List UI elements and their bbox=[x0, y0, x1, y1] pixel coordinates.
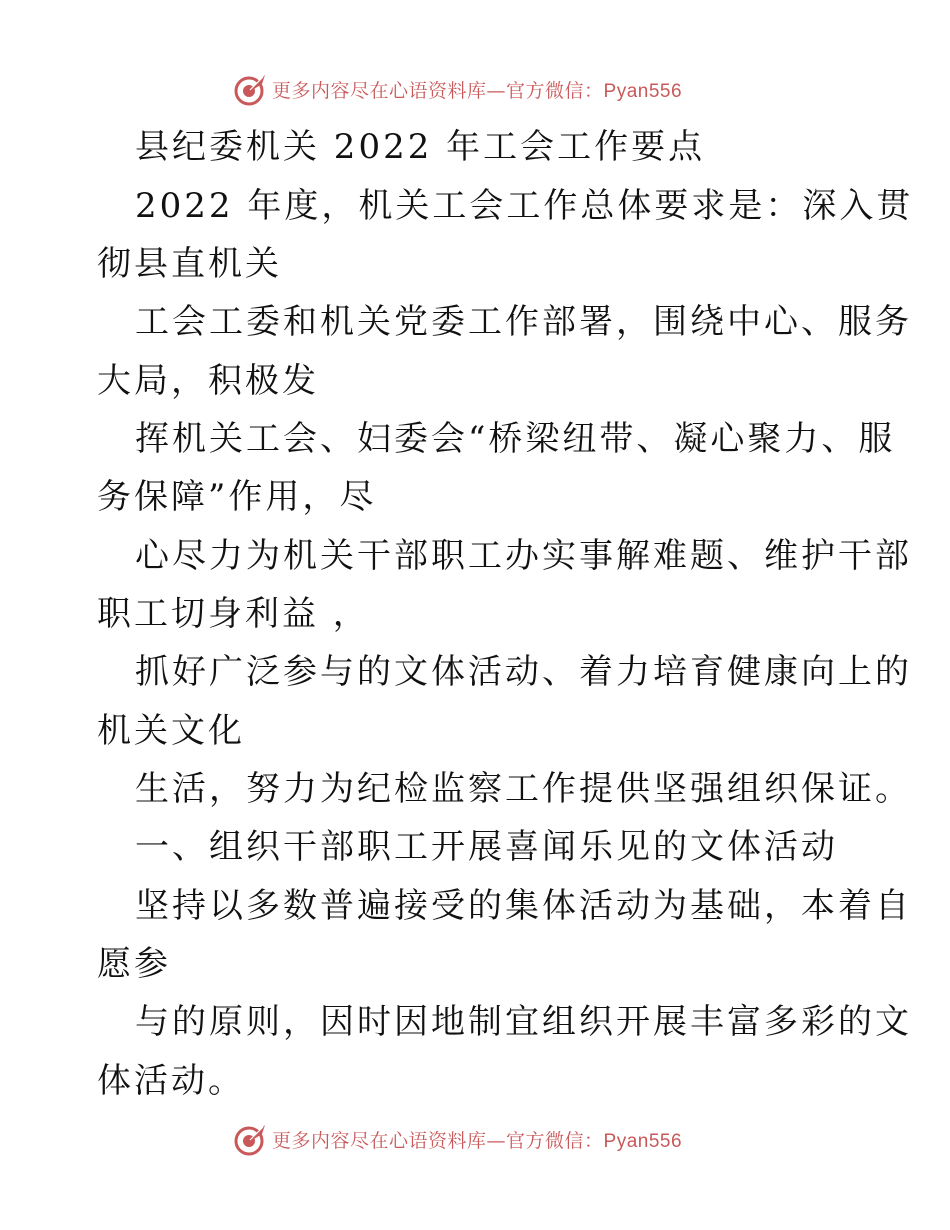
watermark-text bbox=[272, 1126, 682, 1153]
quill-logo-icon bbox=[232, 1122, 268, 1158]
watermark-text bbox=[272, 76, 682, 103]
paragraph-line: 彻县直机关 bbox=[97, 244, 282, 284]
paragraph-line: 大局，积极发 bbox=[97, 361, 319, 401]
quill-logo-icon bbox=[232, 72, 268, 108]
section-heading: 一、组织干部职工开展喜闻乐见的文体活动 bbox=[135, 827, 838, 867]
paragraph-line: 与的原则，因时因地制宜组织开展丰富多彩的文 bbox=[135, 1002, 912, 1042]
document-title: 县纪委机关 2022 年工会工作要点 bbox=[135, 127, 706, 167]
paragraph-line: 心尽力为机关干部职工办实事解难题、维护干部 bbox=[135, 536, 912, 576]
paragraph-line: 务保障”作用，尽 bbox=[97, 477, 377, 517]
paragraph-line: 挥机关工会、妇委会“桥梁纽带、凝心聚力、服 bbox=[135, 419, 896, 459]
paragraph-line: 抓好广泛参与的文体活动、着力培育健康向上的 bbox=[135, 652, 912, 692]
watermark-slogan: 更多内容尽在心语资料库 bbox=[272, 80, 487, 102]
paragraph-line: 生活，努力为纪检监察工作提供坚强组织保证。 bbox=[135, 769, 912, 809]
watermark-official-label: 官方微信： bbox=[506, 1130, 604, 1152]
paragraph-line: 愿参 bbox=[97, 944, 171, 984]
paragraph-line: 2022 年度，机关工会工作总体要求是：深入贯 bbox=[135, 186, 914, 226]
paragraph-line: 坚持以多数普遍接受的集体活动为基础，本着自 bbox=[135, 886, 912, 926]
paragraph-line: 职工切身利益 ， bbox=[97, 594, 370, 634]
watermark-handle: Pyan556 bbox=[603, 81, 683, 102]
paragraph-line: 体活动。 bbox=[97, 1061, 245, 1101]
watermark-separator: — bbox=[486, 80, 507, 102]
watermark-handle: Pyan556 bbox=[603, 1131, 683, 1152]
watermark-official-label: 官方微信： bbox=[506, 80, 604, 102]
watermark-separator: — bbox=[486, 1130, 507, 1152]
watermark-banner-top bbox=[0, 70, 950, 110]
watermark-slogan: 更多内容尽在心语资料库 bbox=[272, 1130, 487, 1152]
paragraph-line: 机关文化 bbox=[97, 711, 245, 751]
watermark-banner-bottom bbox=[0, 1120, 950, 1160]
paragraph-line: 工会工委和机关党委工作部署，围绕中心、服务 bbox=[135, 302, 912, 342]
